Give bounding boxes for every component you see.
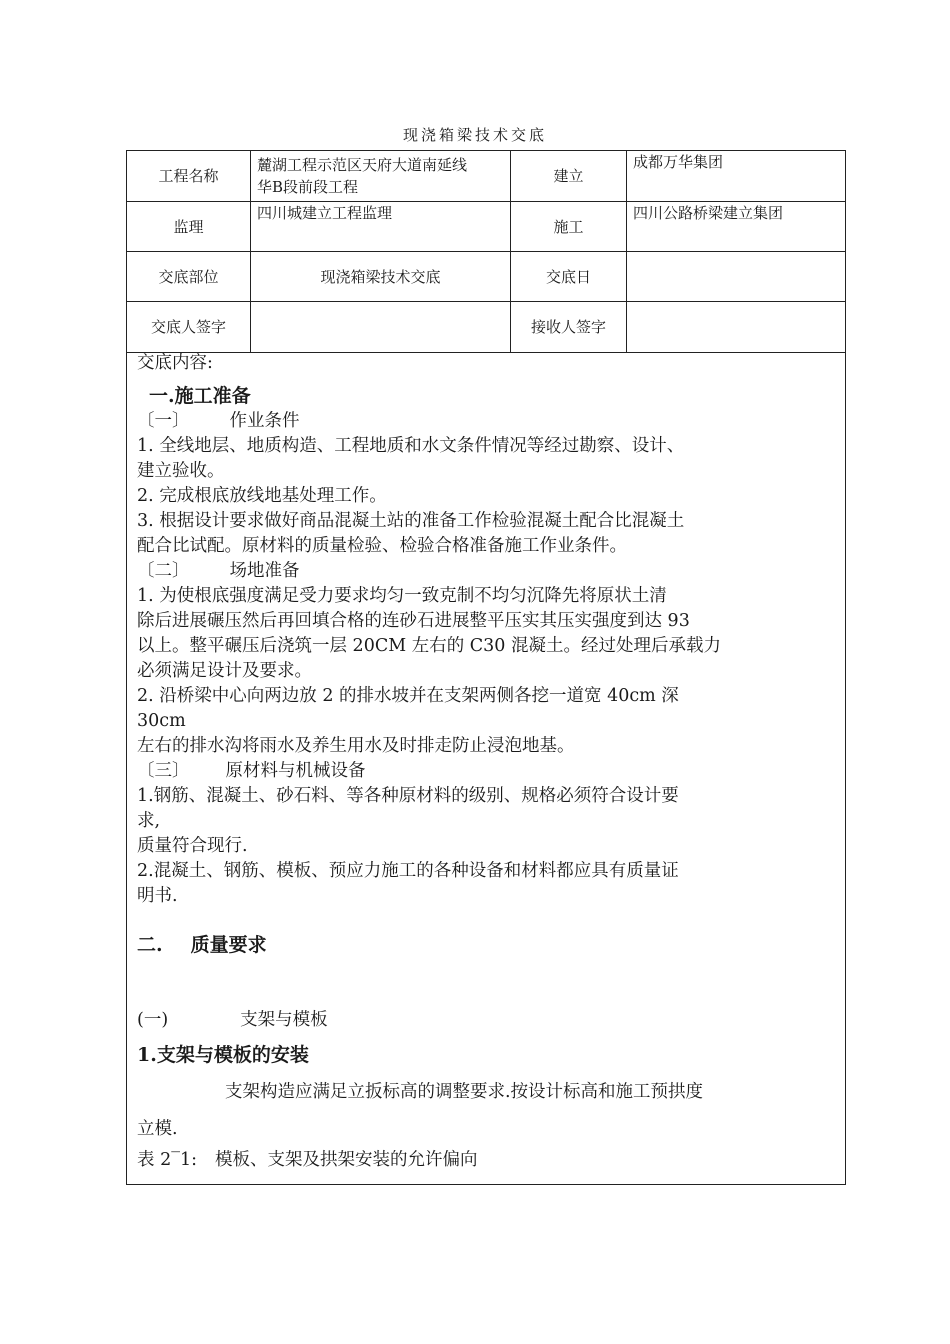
text-line: 以上。整平碾压后浇筑一层 20CM 左右的 C30 混凝土。经过处理后承载力 xyxy=(137,636,721,656)
supervise-value: 四川城建立工程监理 xyxy=(251,202,511,252)
section-2-title: 二. 质量要求 xyxy=(137,934,267,956)
build-label: 建立 xyxy=(511,151,627,202)
content-body xyxy=(137,351,837,1173)
project-name-label: 工程名称 xyxy=(127,151,251,202)
construct-value: 四川公路桥梁建立集团 xyxy=(627,202,846,252)
signer-value xyxy=(251,302,511,353)
text-line: 3. 根据设计要求做好商品混凝土站的准备工作检验混凝土配合比混凝土 xyxy=(137,511,685,531)
info-table xyxy=(126,150,846,353)
build-value: 成都万华集团 xyxy=(627,151,846,202)
text-line: 1. 为使根底强度满足受力要求均匀一致克制不均匀沉降先将原状土清 xyxy=(137,586,667,606)
date-value xyxy=(627,252,846,302)
text-line: 2. 沿桥梁中心向两边放 2 的排水坡并在支架两侧各挖一道宽 40cm 深 xyxy=(137,686,679,706)
text-line: 明书. xyxy=(137,886,178,906)
text-line: 左右的排水沟将雨水及养生用水及时排走防止浸泡地基。 xyxy=(137,736,575,756)
text-line: 质量符合现行. xyxy=(137,836,248,856)
section-1-2-heading: 〔二〕 场地准备 xyxy=(137,561,300,581)
text-line: 30cm xyxy=(137,711,186,731)
content-heading: 交底内容: xyxy=(137,353,213,373)
receiver-label: 接收人签字 xyxy=(511,302,627,353)
text-line: 2. 完成根底放线地基处理工作。 xyxy=(137,486,387,506)
section-1-title: 一.施工准备 xyxy=(149,385,251,407)
section-1-3-heading: 〔三〕 原材料与机械设备 xyxy=(137,761,366,781)
text-line: 必须满足设计及要求。 xyxy=(137,661,312,681)
receiver-value xyxy=(627,302,846,353)
supervise-label: 监理 xyxy=(127,202,251,252)
text-line: 支架构造应满足立扳标高的调整要求.按设计标高和施工预拱度 xyxy=(225,1082,704,1102)
construct-label: 施工 xyxy=(511,202,627,252)
text-line: 2.混凝土、钢筋、模板、预应力施工的各种设备和材料都应具有质量证 xyxy=(137,861,679,881)
text-line: 立模. xyxy=(137,1119,178,1139)
date-label: 交底日 xyxy=(511,252,627,302)
text-line: 1. 全线地层、地质构造、工程地质和水文条件情况等经过勘察、设计、 xyxy=(137,436,685,456)
section-2-1-1-title: 1.支架与模板的安装 xyxy=(137,1044,309,1066)
project-name-value: 麓湖工程示范区天府大道南延线 华B段前段工程 xyxy=(251,151,511,202)
part-label: 交底部位 xyxy=(127,252,251,302)
section-1-1-heading: 〔一〕 作业条件 xyxy=(137,411,300,431)
document-frame xyxy=(126,150,846,1185)
text-line: 建立验收。 xyxy=(137,461,225,481)
text-line: 除后进展碾压然后再回填合格的连砂石进展整平压实其压实强度到达 93 xyxy=(137,611,690,631)
section-2-1-heading: (一) 支架与模板 xyxy=(137,1010,328,1030)
signer-label: 交底人签字 xyxy=(127,302,251,353)
table-caption: 表 2‾1: 模板、支架及拱架安装的允许偏向 xyxy=(137,1150,478,1170)
text-line: 配合比试配。原材料的质量检验、检验合格准备施工作业条件。 xyxy=(137,536,627,556)
text-line: 1.钢筋、混凝土、砂石料、等各种原材料的级别、规格必须符合设计要 xyxy=(137,786,679,806)
document-title: 现浇箱梁技术交底 xyxy=(402,126,547,144)
part-value: 现浇箱梁技术交底 xyxy=(251,252,511,302)
text-line: 求, xyxy=(137,811,161,831)
